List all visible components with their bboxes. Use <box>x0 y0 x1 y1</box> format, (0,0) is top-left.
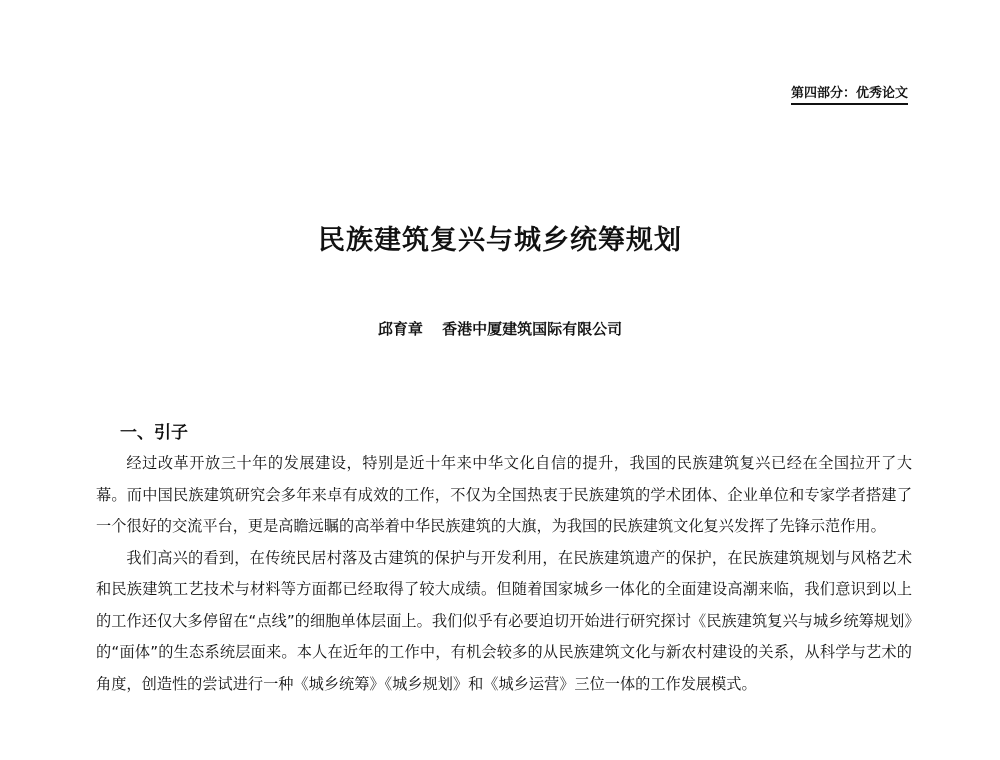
paragraph-1: 经过改革开放三十年的发展建设，特别是近十年来中华文化自信的提升，我国的民族建筑复兴已经在全国拉开了大幕。而中国民族建筑研究会多年来卓有成效的工作，不仅为全国热衷于民族建筑的学术团体、企业单位和专家学者搭建了一个很好的交流平台，更是高瞻远瞩的高举着中华民族建筑的大旗，为我国的民族建筑文化复兴发挥了先锋示范作用。 <box>96 454 912 535</box>
paragraph-2: 我们高兴的看到，在传统民居村落及古建筑的保护与开发利用，在民族建筑遗产的保护，在民族建筑规划与风格艺术和民族建筑工艺技术与材料等方面都已经取得了较大成绩。但随着国家城乡一体化的全面建设高潮来临，我们意识到以上的工作还仅大多停留在“点线”的细胞单体层面上。我们似乎有必要迫切开始进行研究探讨《民族建筑复兴与城乡统筹规划》的“面体”的生态系统层面来。本人在近年的工作中，有机会较多的从民族建筑文化与新农村建设的关系，从科学与艺术的角度，创造性的尝试进行一种《城乡统筹》《城乡规划》和《城乡运营》三位一体的工作发展模式。 <box>96 548 912 693</box>
article-title: 民族建筑复兴与城乡统筹规划 <box>318 225 682 256</box>
running-header-section-label: 第四部分：优秀论文 <box>791 82 908 105</box>
section-body <box>96 448 912 700</box>
author-name: 邱育章 <box>377 320 423 338</box>
author-affiliation: 香港中厦建筑国际有限公司 <box>442 320 623 338</box>
byline <box>0 318 1000 339</box>
section-heading: 一、引子 <box>120 423 188 443</box>
